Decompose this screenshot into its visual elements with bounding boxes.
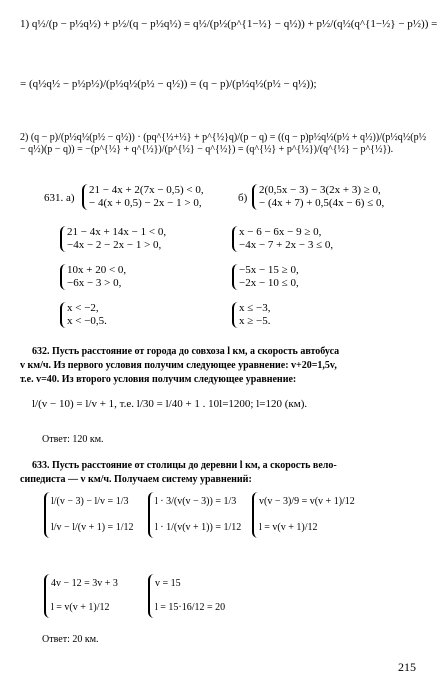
ex633-system-1: l/(v − 3) − l/v = 1/3 l/v − l/(v + 1) = 1/12 [44, 492, 133, 538]
problem-2-expression: 2) (q − p)/(p½q½(p½ − q½)) · (pq^{½+½} + p^{½}q)/(p − q) = ((q − p)p½q½(p½ + q½))/(p½q½(p½ − q½)(p − q)) = −(p^{½} + q^{½})/(p^{½} − q^{½}) = (q^{½} + p^{½})/(q^{½} − p^{½}). [20, 132, 427, 155]
ex631-b-system-2: x − 6 − 6x − 9 ≥ 0, −4x − 7 + 2x − 3 ≤ 0, [232, 226, 333, 252]
ex631-b-system-4: x ≤ −3, x ≥ −5. [232, 302, 271, 328]
ex633-system-4: 4v − 12 = 3v + 3 l = v(v + 1)/12 [44, 574, 118, 618]
ex632-text-line-1: 632. Пусть расстояние от города до совхоза l км, а скорость автобуса [32, 346, 340, 357]
ex632-answer: Ответ: 120 км. [42, 434, 104, 445]
ex633-answer: Ответ: 20 км. [42, 634, 99, 645]
ex633-text-line-1: 633. Пусть расстояние от столицы до деревни l км, а скорость вело- [32, 460, 337, 471]
ex632-equation: l/(v − 10) = l/v + 1, т.е. l/30 = l/40 + 1 . 10l=1200; l=120 (км). [32, 398, 308, 410]
ex633-system-5: v = 15 l = 15·16/12 = 20 [148, 574, 225, 618]
ex631-label: 631. а) [44, 192, 75, 204]
ex633-system-3: v(v − 3)/9 = v(v + 1)/12 l = v(v + 1)/12 [252, 492, 355, 538]
ex633-text-line-2: сипедиста — v км/ч. Получаем систему уравнений: [20, 474, 252, 485]
ex631-a-system-3: 10x + 20 < 0, −6x − 3 > 0, [60, 264, 126, 290]
ex631-b-system-1: 2(0,5x − 3) − 3(2x + 3) ≥ 0, − (4x + 7) + 0,5(4x − 6) ≤ 0, [252, 184, 384, 210]
problem-1-expression: 1) q½/(p − p½q½) + p½/(q − p½q½) = q½/(p½(p^{1−½} − q½)) + p½/(q½(q^{1−½} − p½)) = [20, 18, 438, 30]
ex631-a-system-4: x < −2, x < −0,5. [60, 302, 107, 328]
ex633-system-2: l · 3/(v(v − 3)) = 1/3 l · 1/(v(v + 1)) = 1/12 [148, 492, 241, 538]
ex631-a-system-1: 21 − 4x + 2(7x − 0,5) < 0, − 4(x + 0,5) − 2x − 1 > 0, [82, 184, 204, 210]
problem-1-continuation: = (q½q½ − p½p½)/(p½q½(p½ − q½)) = (q − p)/(p½q½(p½ − q½)); [20, 78, 317, 90]
ex631-b-label: б) [238, 192, 248, 204]
ex631-a-system-2: 21 − 4x + 14x − 1 < 0, −4x − 2 − 2x − 1 > 0, [60, 226, 166, 252]
page-number: 215 [398, 660, 416, 674]
ex631-b-system-3: −5x − 15 ≥ 0, −2x − 10 ≤ 0, [232, 264, 299, 290]
ex632-text-line-2: v км/ч. Из первого условия получим следующее уравнение: v+20=1,5v, [20, 360, 337, 371]
ex632-text-line-3: т.е. v=40. Из второго условия получим следующее уравнение: [20, 374, 297, 385]
